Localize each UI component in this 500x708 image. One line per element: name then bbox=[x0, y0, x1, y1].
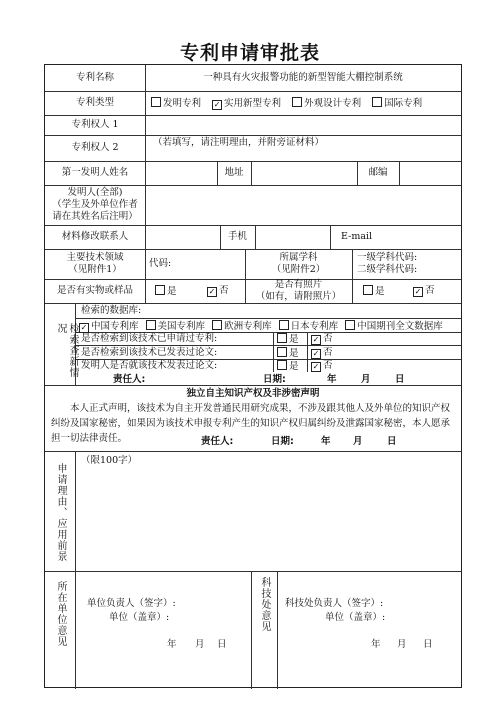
discipline-level2-label: 二级学科代码: bbox=[357, 264, 418, 275]
checkbox-checked-icon[interactable]: ✓ bbox=[312, 335, 320, 344]
patent-name-value[interactable]: 一种具有火灾报警功能的新型智能大棚控制系统 bbox=[203, 72, 403, 83]
phone-label: 手机 bbox=[227, 231, 247, 242]
q2-yes[interactable]: 是 bbox=[277, 347, 299, 360]
db-cn-patent[interactable]: ✓ 中国专利库 bbox=[80, 321, 139, 332]
search-day: 日 bbox=[395, 374, 405, 385]
checkbox-icon[interactable] bbox=[151, 97, 161, 107]
declaration-responsible-label: 责任人: bbox=[201, 436, 234, 447]
search-q3: 发明人是否就该技术发表过论文: bbox=[81, 360, 218, 371]
patent-type-label: 专利类型 bbox=[75, 97, 114, 108]
checkbox-icon[interactable] bbox=[279, 320, 289, 330]
declaration-body: 本人正式声明，该技术为自主开发普通民用研究成果，不涉及跟其他人及外单位的知识产权纠纷及国家秘密，如果因为该技术申报专利产生的知识产权归属纠纷及泄露国家秘密，本人愿承担一切法律责任。 bbox=[51, 403, 451, 444]
first-inventor-label: 第一发明人姓名 bbox=[61, 167, 129, 178]
unit-month: 月 bbox=[195, 639, 205, 650]
q1-no[interactable]: ✓ 否 bbox=[312, 333, 333, 344]
reason-textarea[interactable] bbox=[81, 469, 455, 565]
discipline-label-1: 所属学科 bbox=[279, 252, 318, 263]
db-jp-patent[interactable]: 日本专利库 bbox=[279, 320, 339, 333]
unit-day: 日 bbox=[217, 639, 227, 650]
dept-month: 月 bbox=[397, 639, 407, 650]
db-eu-patent[interactable]: 欧洲专利库 bbox=[212, 320, 272, 333]
tech-field-label-1: 主要技术领域 bbox=[66, 252, 124, 263]
dept-seal-label: 单位（盖章）: bbox=[325, 612, 386, 623]
address-label: 地址 bbox=[224, 167, 244, 178]
search-date-label: 日期: bbox=[263, 374, 286, 385]
q2-no[interactable]: ✓ 否 bbox=[312, 347, 333, 358]
search-q2: 是否检索到该技术已发表过论文: bbox=[81, 347, 218, 358]
email-label: E-mail bbox=[341, 231, 373, 242]
form-title: 专利申请审批表 bbox=[179, 42, 320, 64]
checkbox-icon[interactable] bbox=[292, 97, 302, 107]
checkbox-checked-icon[interactable]: ✓ bbox=[213, 100, 221, 109]
dept-opinion-side-label: 科技处意见 bbox=[259, 577, 270, 632]
photo-label-1: 是否有照片 bbox=[274, 279, 323, 290]
search-db-label: 检索的数据库: bbox=[81, 305, 142, 316]
checkbox-icon[interactable] bbox=[345, 320, 355, 330]
checkbox-checked-icon[interactable]: ✓ bbox=[80, 323, 88, 332]
unit-seal-label: 单位（盖章）: bbox=[109, 612, 170, 623]
discipline-level1-label: 一级学科代码: bbox=[357, 252, 418, 263]
all-inventors-label-1: 发明人(全部) bbox=[67, 187, 123, 198]
dept-day: 日 bbox=[423, 639, 433, 650]
search-responsible-label: 责任人: bbox=[113, 374, 146, 385]
q3-no[interactable]: ✓ 否 bbox=[312, 360, 333, 371]
search-side-label: 检索查新情况 bbox=[55, 323, 78, 378]
photo-yes-option[interactable]: 是 bbox=[363, 285, 385, 298]
photo-no-option[interactable]: ✓ 否 bbox=[414, 285, 435, 296]
reason-side-label: 申请理由、应用前景 bbox=[55, 463, 66, 562]
q3-yes[interactable]: 是 bbox=[277, 360, 299, 373]
search-year: 年 bbox=[327, 374, 337, 385]
search-q1: 是否检索到该技术已申请过专利: bbox=[81, 333, 218, 344]
dept-head-signature-label: 科技处负责人（签字）: bbox=[285, 598, 384, 609]
patent-type-options bbox=[151, 97, 430, 110]
checkbox-icon[interactable] bbox=[277, 333, 287, 343]
checkbox-checked-icon[interactable]: ✓ bbox=[312, 349, 320, 358]
search-databases bbox=[79, 320, 443, 333]
db-us-patent[interactable]: 美国专利库 bbox=[146, 320, 206, 333]
checkbox-icon[interactable] bbox=[363, 285, 373, 295]
tech-field-label-2: （见附件1） bbox=[68, 264, 122, 275]
search-month: 月 bbox=[361, 374, 371, 385]
checkbox-checked-icon[interactable]: ✓ bbox=[208, 287, 216, 296]
checkbox-icon[interactable] bbox=[372, 97, 382, 107]
all-inventors-label-3: 请在其姓名后注明） bbox=[52, 211, 138, 222]
photo-label-2: （如有，请附照片） bbox=[255, 291, 342, 302]
contact-label: 材料修改联系人 bbox=[61, 231, 129, 242]
checkbox-icon[interactable] bbox=[155, 285, 165, 295]
checkbox-checked-icon[interactable]: ✓ bbox=[414, 287, 422, 296]
checkbox-icon[interactable] bbox=[277, 360, 287, 370]
declaration-day: 日 bbox=[387, 436, 397, 447]
checkbox-icon[interactable] bbox=[146, 320, 156, 330]
patent-type-international[interactable]: 国际专利 bbox=[372, 97, 422, 110]
postcode-label: 邮编 bbox=[368, 167, 388, 178]
holder2-note: （若填写，请注明理由，并附旁证材料） bbox=[153, 137, 325, 148]
patent-name-label: 专利名称 bbox=[75, 72, 114, 83]
declaration-heading: 独立自主知识产权及非涉密声明 bbox=[186, 388, 320, 399]
unit-head-signature-label: 单位负责人（签字）: bbox=[87, 598, 176, 609]
sample-label: 是否有实物或样品 bbox=[56, 285, 133, 296]
patent-application-form bbox=[44, 64, 462, 688]
all-inventors-label-2: （学生及外单位作者 bbox=[52, 199, 138, 210]
holder2-label: 专利权人 2 bbox=[71, 142, 119, 153]
declaration-date-label: 日期: bbox=[271, 436, 294, 447]
discipline-label-2: （见附件2） bbox=[271, 264, 326, 275]
checkbox-icon[interactable] bbox=[212, 320, 222, 330]
sample-no-option[interactable]: ✓ 否 bbox=[208, 285, 229, 296]
unit-opinion-side-label: 所在单位意见 bbox=[55, 581, 66, 647]
dept-year: 年 bbox=[371, 639, 381, 650]
q1-yes[interactable]: 是 bbox=[277, 333, 299, 346]
unit-year: 年 bbox=[167, 639, 177, 650]
code-label: 代码: bbox=[149, 258, 172, 269]
reason-limit: （限100字） bbox=[81, 455, 138, 466]
db-cnki[interactable]: 中国期刊全文数据库 bbox=[345, 320, 443, 333]
patent-type-utility[interactable]: ✓ 实用新型专利 bbox=[213, 98, 282, 109]
checkbox-checked-icon[interactable]: ✓ bbox=[312, 362, 320, 371]
sample-yes-option[interactable]: 是 bbox=[155, 285, 177, 298]
patent-type-design[interactable]: 外观设计专利 bbox=[292, 97, 361, 110]
declaration-year: 年 bbox=[321, 436, 331, 447]
checkbox-icon[interactable] bbox=[277, 347, 287, 357]
holder1-label: 专利权人 1 bbox=[71, 119, 119, 130]
patent-type-invention[interactable]: 发明专利 bbox=[151, 97, 201, 110]
declaration-month: 月 bbox=[353, 436, 363, 447]
